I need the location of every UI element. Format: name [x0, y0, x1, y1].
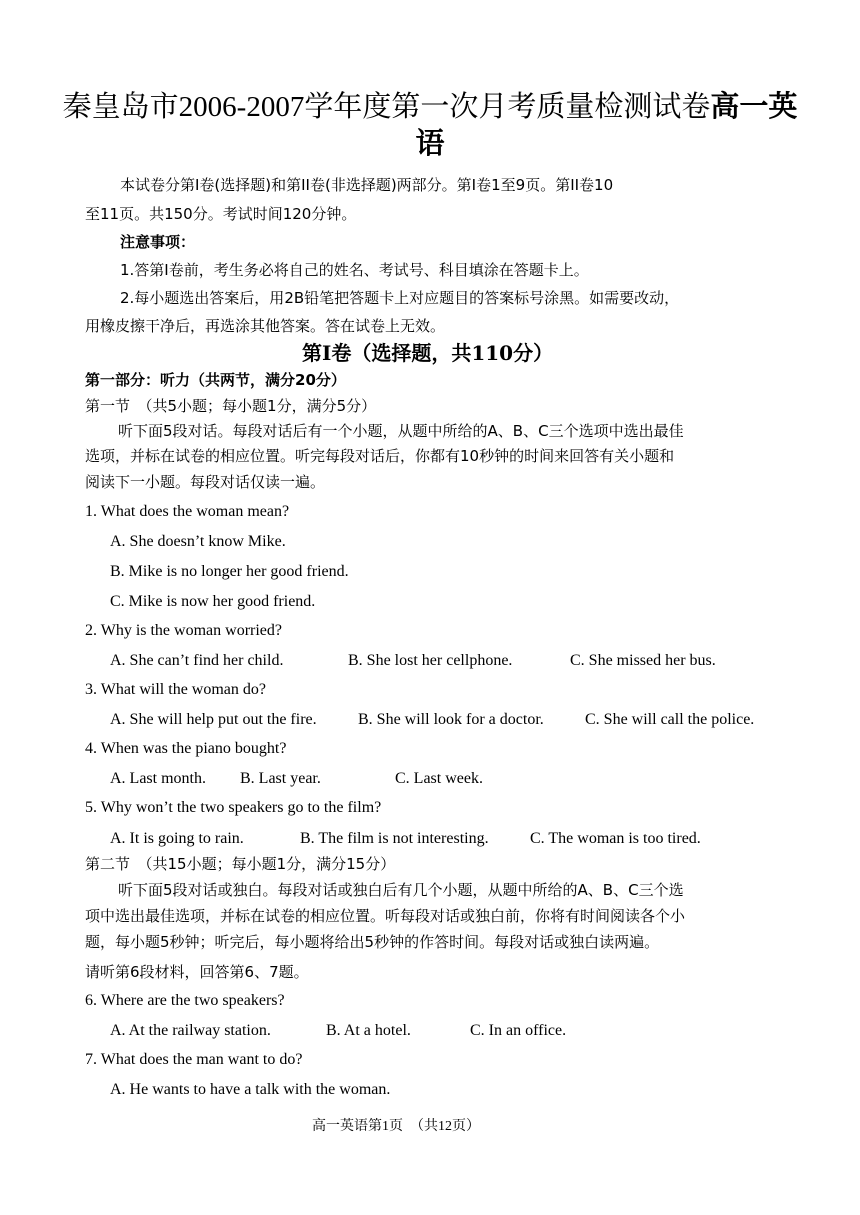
q4-stem: 4. When was the piano bought? — [85, 740, 287, 757]
q2-option-c: C. She missed her bus. — [570, 652, 716, 669]
q2-stem: 2. Why is the woman worried? — [85, 622, 282, 639]
section1-instr-1: 听下面5段对话。每段对话后有一个小题，从题中所给的A、B、C三个选项中选出最佳 — [118, 422, 684, 440]
title-subject: 高一英 — [710, 89, 798, 123]
page-footer: 高一英语第1页 （共12页） — [312, 1119, 480, 1134]
q2-option-b: B. She lost her cellphone. — [348, 652, 513, 669]
q5-option-a: A. It is going to rain. — [110, 830, 244, 847]
q1-option-a: A. She doesn’t know Mike. — [110, 533, 286, 550]
part1-title: 第一部分：听力（共两节，满分20分） — [85, 371, 346, 389]
q7-option-a: A. He wants to have a talk with the woman. — [110, 1081, 391, 1098]
q7-stem: 7. What does the man want to do? — [85, 1051, 303, 1068]
section2-instr-1: 听下面5段对话或独白。每段对话或独白后有几个小题，从题中所给的A、B、C三个选 — [118, 881, 684, 899]
section2-material-note: 请听第6段材料，回答第6、7题。 — [85, 963, 309, 981]
intro-line-1: 本试卷分第Ⅰ卷(选择题)和第II卷(非选择题)两部分。第Ⅰ卷1至9页。第II卷10 — [120, 176, 614, 194]
q4-option-a: A. Last month. — [110, 770, 206, 787]
notes-label: 注意事项： — [120, 233, 196, 251]
q3-option-c: C. She will call the police. — [585, 711, 755, 728]
title-subject-tail: 语 — [415, 126, 445, 160]
q6-option-a: A. At the railway station. — [110, 1022, 271, 1039]
q1-option-c: C. Mike is now her good friend. — [110, 593, 316, 610]
q6-option-b: B. At a hotel. — [326, 1022, 411, 1039]
q5-stem: 5. Why won’t the two speakers go to the film? — [85, 799, 382, 816]
q4-option-b: B. Last year. — [240, 770, 321, 787]
intro-line-2: 至11页。共150分。考试时间120分钟。 — [85, 205, 357, 223]
q3-stem: 3. What will the woman do? — [85, 681, 266, 698]
q6-stem: 6. Where are the two speakers? — [85, 992, 285, 1009]
q3-option-a: A. She will help put out the fire. — [110, 711, 317, 728]
title-main: 秦皇岛市2006-2007学年度第一次月考质量检测试卷 — [62, 91, 711, 123]
q6-option-c: C. In an office. — [470, 1022, 567, 1039]
q5-option-b: B. The film is not interesting. — [300, 830, 489, 847]
note-1: 1.答第Ⅰ卷前，考生务必将自己的姓名、考试号、科目填涂在答题卡上。 — [120, 261, 589, 279]
section2-title: 第二节 （共15小题；每小题1分，满分15分） — [85, 855, 396, 873]
section1-instr-2: 选项，并标在试卷的相应位置。听完每段对话后，你都有10秒钟的时间来回答有关小题和 — [85, 447, 675, 465]
q3-option-b: B. She will look for a doctor. — [358, 711, 544, 728]
q5-option-c: C. The woman is too tired. — [530, 830, 701, 847]
note-2-line-1: 2.每小题选出答案后，用2B铅笔把答题卡上对应题目的答案标号涂黑。如需要改动， — [120, 289, 680, 307]
volume-title: 第Ⅰ卷（选择题，共110分） — [302, 341, 554, 365]
exam-title — [60, 88, 800, 162]
q4-option-c: C. Last week. — [395, 770, 483, 787]
section1-instr-3: 阅读下一小题。每段对话仅读一遍。 — [85, 473, 326, 491]
note-2-line-2: 用橡皮擦干净后，再选涂其他答案。答在试卷上无效。 — [85, 317, 446, 335]
section2-instr-3: 题，每小题5秒钟；听完后，每小题将给出5秒钟的作答时间。每段对话或独白读两遍。 — [85, 933, 660, 951]
q1-stem: 1. What does the woman mean? — [85, 503, 290, 520]
q2-option-a: A. She can’t find her child. — [110, 652, 284, 669]
q1-option-b: B. Mike is no longer her good friend. — [110, 563, 349, 580]
section1-title: 第一节 （共5小题；每小题1分，满分5分） — [85, 397, 377, 415]
section2-instr-2: 项中选出最佳选项，并标在试卷的相应位置。听每段对话或独白前，你将有时间阅读各个小 — [85, 907, 686, 925]
